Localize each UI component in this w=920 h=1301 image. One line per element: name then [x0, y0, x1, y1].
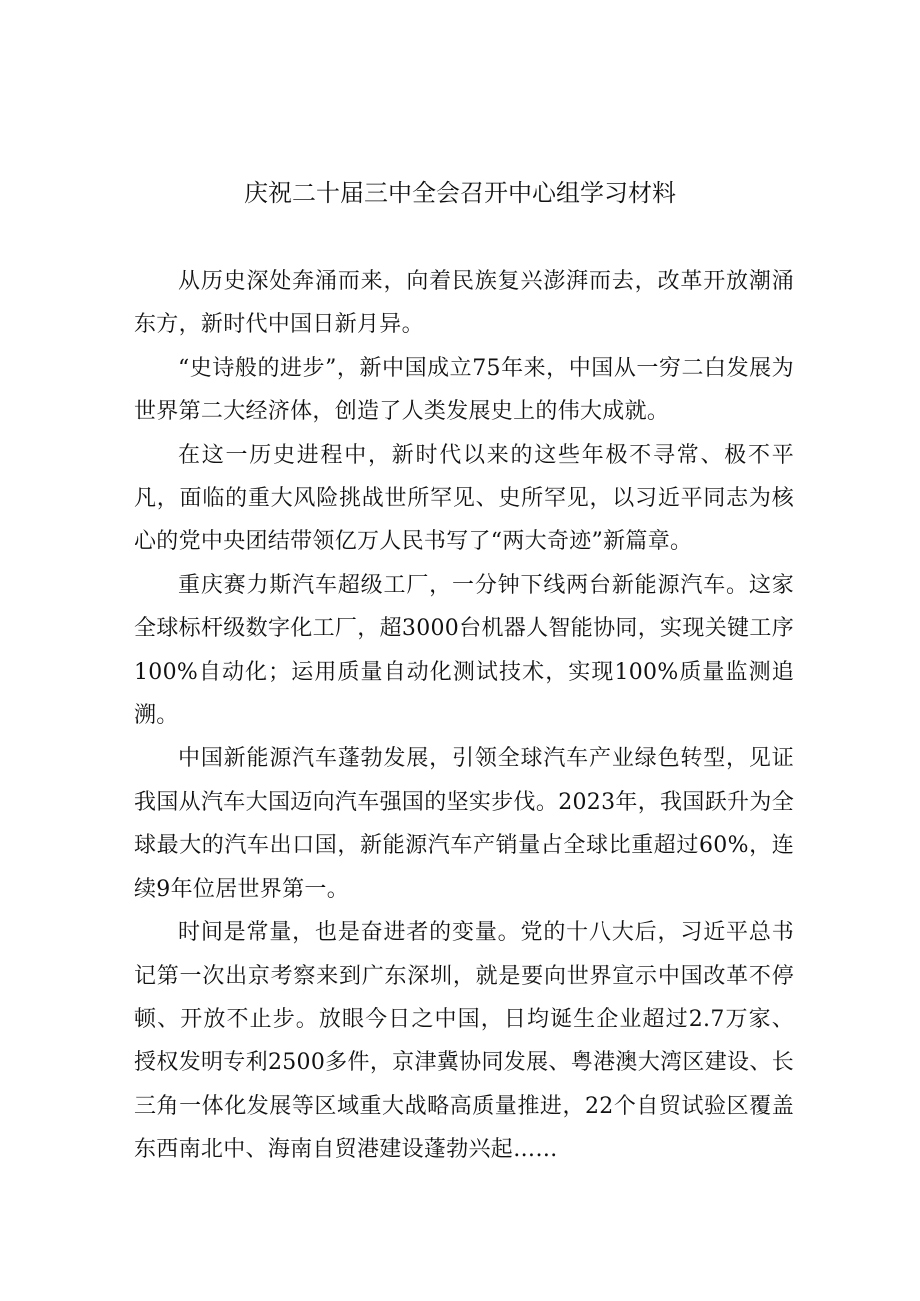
paragraph: 从历史深处奔涌而来，向着民族复兴澎湃而去，改革开放潮涌东方，新时代中国日新月异。 [134, 269, 794, 338]
document-body [134, 260, 794, 1172]
paragraph: 中国新能源汽车蓬勃发展，引领全球汽车产业绿色转型，见证我国从汽车大国迈向汽车强国的坚实步伐。2023年，我国跃升为全球最大的汽车出口国，新能源汽车产销量占全球比重超过60%，连续9年位居世界第一。 [134, 746, 794, 902]
paragraph: 在这一历史进程中，新时代以来的这些年极不寻常、极不平凡，面临的重大风险挑战世所罕见、史所罕见，以习近平同志为核心的党中央团结带领亿万人民书写了“两大奇迹”新篇章。 [134, 442, 794, 555]
paragraph: 重庆赛力斯汽车超级工厂，一分钟下线两台新能源汽车。这家全球标杆级数字化工厂，超3000台机器人智能协同，实现关键工序100%自动化；运用质量自动化测试技术，实现100%质量监测追溯。 [134, 572, 794, 729]
paragraph: “史诗般的进步”，新中国成立75年来，中国从一穷二白发展为世界第二大经济体，创造了人类发展史上的伟大成就。 [134, 355, 794, 425]
document-title: 庆祝二十届三中全会召开中心组学习材料 [244, 179, 676, 207]
paragraph: 时间是常量，也是奋进者的变量。党的十八大后，习近平总书记第一次出京考察来到广东深圳，就是要向世界宣示中国改革不停顿、开放不止步。放眼今日之中国，日均诞生企业超过2.7万家、授权发明专利2500多件，京津冀协同发展、粤港澳大湾区建设、长三角一体化发展等区域重大战略高质量推进，22个自贸试验区覆盖东西南北中、海南自贸港建设蓬勃兴起…… [134, 920, 794, 1163]
